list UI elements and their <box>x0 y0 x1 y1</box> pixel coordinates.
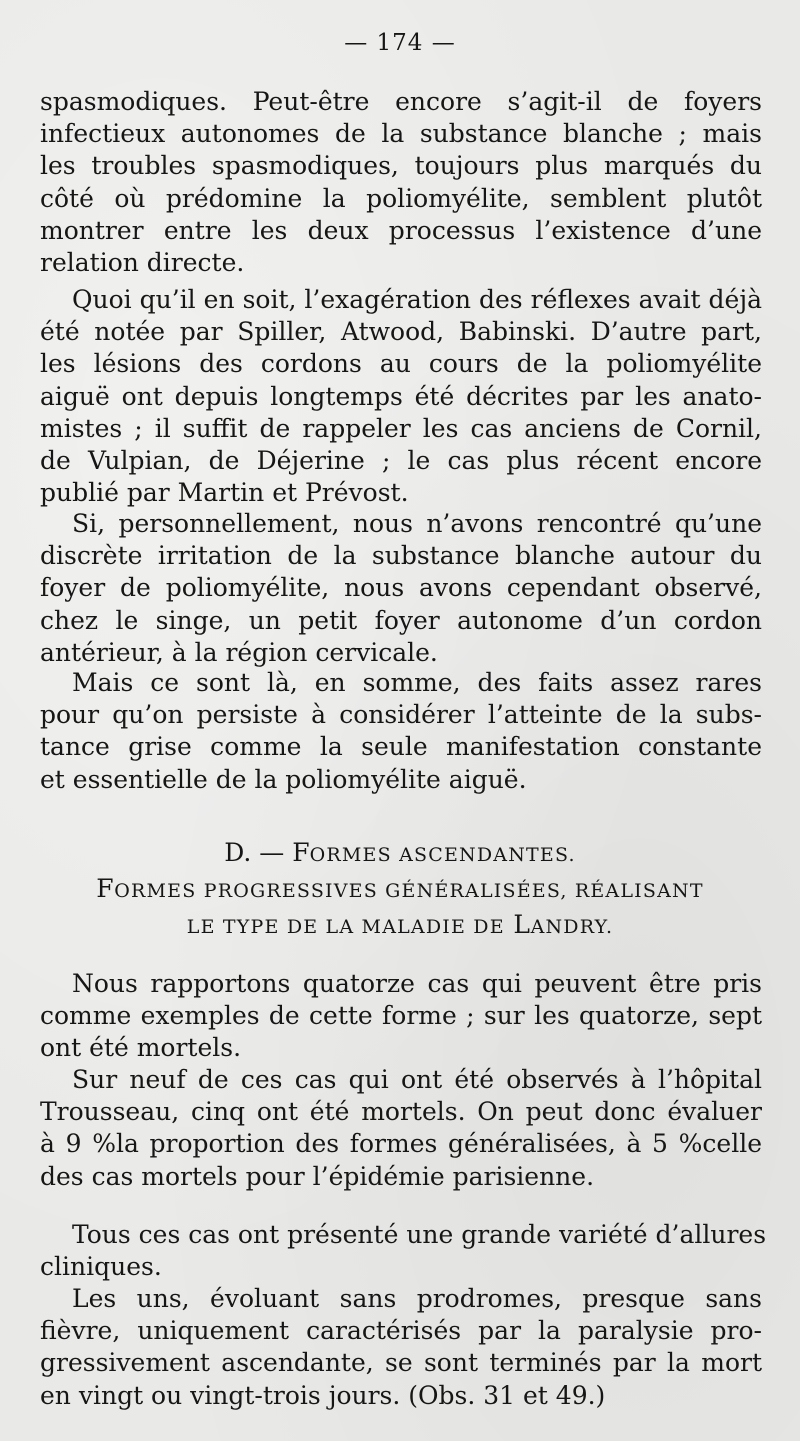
text-line: été notée par Spiller, Atwood, Babinski. D’autre part, <box>40 317 762 347</box>
section-letter: D. — <box>224 838 285 867</box>
text-line: de Vulpian, de Déjerine ; le cas plus récent encore <box>40 445 762 475</box>
text-line: à 9 %la proportion des formes généralisées, à 5 %celle <box>40 1129 762 1159</box>
text-line: ont été mortels. <box>40 1033 242 1063</box>
paragraph-trousseau <box>40 1064 762 1193</box>
text-line: discrète irritation de la substance blanche autour du <box>40 541 762 571</box>
section-subtitle-line-1 <box>0 874 800 903</box>
page-number: — 174 — <box>344 30 456 56</box>
text-line: en vingt ou vingt-trois jours. (Obs. 31 et 49.) <box>40 1380 606 1410</box>
text-line: publié par Martin et Prévost. <box>40 478 409 508</box>
text-line: Les uns, évoluant sans prodromes, presque sans <box>72 1284 762 1313</box>
paragraph-without-prodromes <box>40 1283 762 1412</box>
paragraph-spasmodic-foci <box>40 86 762 279</box>
subtitle-cap: L <box>513 910 531 939</box>
paragraph-variety <box>40 1219 767 1283</box>
text-line: pour qu’on persiste à considérer l’atteinte de la subs- <box>40 700 762 730</box>
text-line: spasmodiques. Peut-être encore s’agit-il de foyers <box>40 87 762 116</box>
text-line: Quoi qu’il en soit, l’exagération des réflexes avait déjà <box>72 285 762 314</box>
paragraph-reflexes <box>40 284 762 509</box>
text-line: et essentielle de la poliomyélite aiguë. <box>40 764 527 794</box>
text-line: gressivement ascendante, se sont terminés par la mort <box>40 1348 762 1378</box>
text-line: les lésions des cordons au cours de la poliomyélite <box>40 349 762 379</box>
text-line: tance grise comme la seule manifestation constante <box>40 732 762 762</box>
text-line: mistes ; il suffit de rappeler les cas anciens de Cornil, <box>40 413 762 443</box>
text-line: Trousseau, cinq ont été mortels. On peut donc évaluer <box>40 1097 762 1127</box>
text-line: côté où prédomine la poliomyélite, semblent plutôt <box>40 183 762 213</box>
text-line: des cas mortels pour l’épidémie parisienne. <box>40 1161 595 1191</box>
text-line: montrer entre les deux processus l’existence d’une <box>40 215 762 245</box>
text-line: antérieur, à la région cervicale. <box>40 637 438 667</box>
text-line: aiguë ont depuis longtemps été décrites par les anato- <box>40 381 762 411</box>
heading-cap: F <box>292 838 310 867</box>
text-line: foyer de poliomyélite, nous avons cependant observé, <box>40 573 762 603</box>
text-line: Mais ce sont là, en somme, des faits assez rares <box>72 668 762 697</box>
text-line: chez le singe, un petit foyer autonome d’un cordon <box>40 605 762 635</box>
subtitle-rest: ORMES PROGRESSIVES GÉNÉRALISÉES, RÉALISANT <box>114 880 704 902</box>
section-heading <box>0 838 800 867</box>
text-line: Sur neuf de ces cas qui ont été observés à l’hôpital <box>72 1065 762 1094</box>
paragraph-fourteen-cases <box>40 968 762 1065</box>
heading-rest: ORMES ASCENDANTES. <box>309 844 576 866</box>
text-line: infectieux autonomes de la substance blanche ; mais <box>40 119 762 149</box>
text-line: Nous rapportons quatorze cas qui peuvent être pris <box>72 969 762 998</box>
subtitle-cap: F <box>96 874 115 903</box>
text-line: fièvre, uniquement caractérisés par la paralysie pro- <box>40 1316 762 1346</box>
subtitle-rest: ANDRY. <box>530 916 614 938</box>
text-line: Si, personnellement, nous n’avons rencontré qu’une <box>72 509 762 538</box>
text-line: les troubles spasmodiques, toujours plus marqués du <box>40 151 762 181</box>
text-line: Tous ces cas ont présenté une grande variété d’allures <box>72 1220 767 1249</box>
subtitle-part: LE TYPE DE LA MALADIE DE <box>186 916 505 938</box>
text-line: cliniques. <box>40 1252 162 1282</box>
paragraph-personal-observation <box>40 508 762 669</box>
text-line: relation directe. <box>40 247 245 277</box>
text-line: comme exemples de cette forme ; sur les quatorze, sept <box>40 1001 762 1031</box>
section-subtitle-line-2 <box>0 910 800 939</box>
paragraph-rare-facts <box>40 667 762 796</box>
